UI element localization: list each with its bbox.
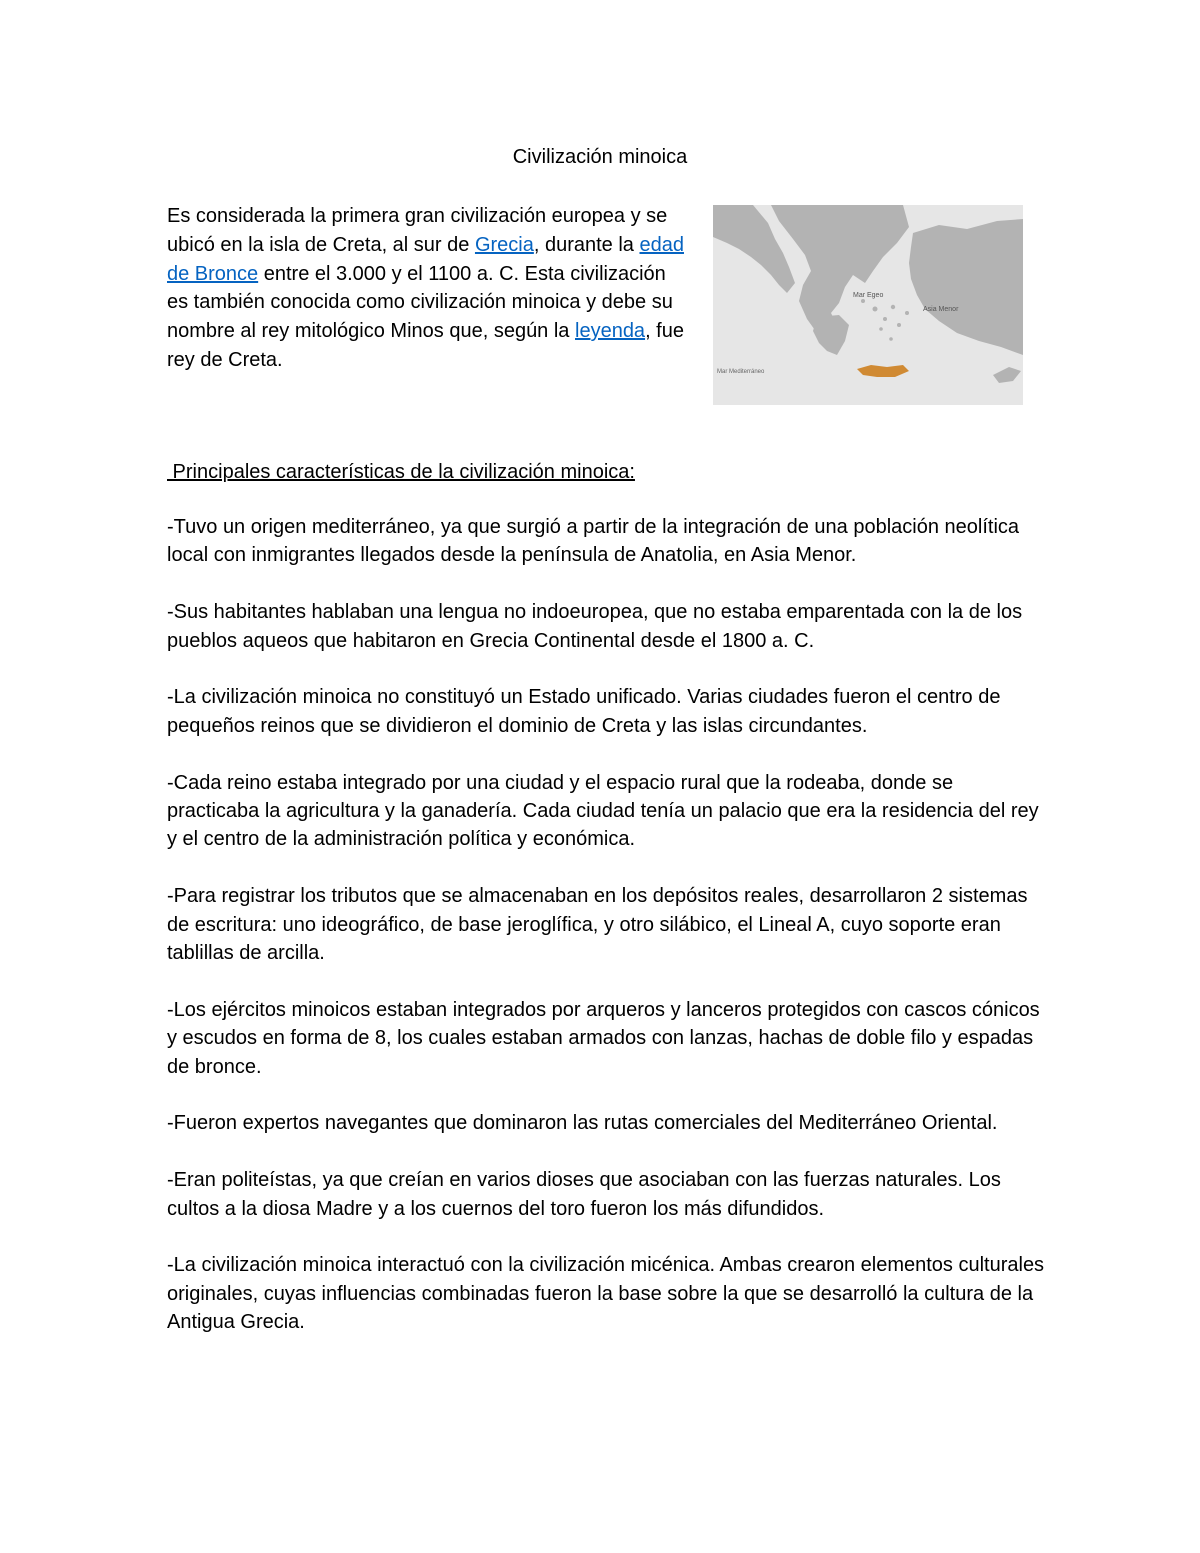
map-island [889,337,893,341]
section-heading: Principales características de la civilización minoica: [167,461,635,483]
list-item: -Los ejércitos minoicos estaban integrados por arqueros y lanceros protegidos con cascos cónicos y escudos en forma de 8, los cuales estaban armados con lanzas, hachas de doble filo y espadas de bronce. [167,998,1040,1078]
map-island [873,307,878,312]
list-item: -La civilización minoica interactuó con la civilización micénica. Ambas crearon elementos culturales originales, cuyas influencias combinadas fueron la base sobre la que se desarrolló la cultura de la Antigua Grecia. [167,1254,1045,1334]
map-label-region: Asia Menor [923,306,959,313]
list-item: -La civilización minoica no constituyó un Estado unificado. Varias ciudades fueron el centro de pequeños reinos que se dividieron el dominio de Creta y las islas circundantes. [167,686,1001,737]
link-edad-de-bronce[interactable]: edad de Bronce [167,233,684,285]
map-island [879,327,883,331]
map-island [883,317,887,321]
list-item: -Sus habitantes hablaban una lengua no indoeuropea, que no estaba emparentada con la de los pueblos aqueos que habitaron en Grecia Continental desde el 1800 a. C. [167,601,1023,652]
map-island [861,299,865,303]
map-label-sea: Mar Egeo [853,292,884,299]
list-item: -Fueron expertos navegantes que dominaron las rutas comerciales del Mediterráneo Oriental. [167,1112,998,1135]
crete-map-image [713,205,1023,405]
intro-paragraph [167,202,687,375]
map-island [891,305,895,309]
list-item: -Cada reino estaba integrado por una ciudad y el espacio rural que la rodeaba, donde se practicaba la agricultura y la ganadería. Cada ciudad tenía un palacio que era la residencia del rey y el centro de la administración política y económica. [167,771,1039,851]
intro-text-4: , fue rey de Creta. [167,320,684,371]
list-item: -Para registrar los tributos que se almacenaban en los depósitos reales, desarrollaron 2 sistemas de escritura: uno ideográfico, de base jeroglífica, y otro silábico, el Lineal A, cuyo soporte eran tablillas de arcilla. [167,885,1028,965]
intro-text-1: Es considerada la primera gran civilización europea y se ubicó en la isla de Creta, al sur de [167,205,668,256]
document-title: Civilización minoica [512,146,688,168]
intro-text-2: , durante la [533,233,640,256]
characteristics-list [167,513,1047,1365]
link-grecia[interactable]: Grecia [474,233,534,256]
map-island [905,311,909,315]
list-item: -Eran politeístas, ya que creían en varios dioses que asociaban con las fuerzas naturales. Los cultos a la diosa Madre y a los cuernos del toro fueron los más difundidos. [167,1169,1001,1220]
map-label-sw: Mar Mediterráneo [717,369,765,375]
link-leyenda[interactable]: leyenda [575,320,646,343]
intro-text-3: entre el 3.000 y el 1100 a. C. Esta civilización es también conocida como civilización minoica y debe su nombre al rey mitológico Minos que, según la [167,262,673,343]
list-item: -Tuvo un origen mediterráneo, ya que surgió a partir de la integración de una población neolítica local con inmigrantes llegados desde la península de Anatolia, en Asia Menor. [167,516,1020,567]
map-island [897,323,901,327]
